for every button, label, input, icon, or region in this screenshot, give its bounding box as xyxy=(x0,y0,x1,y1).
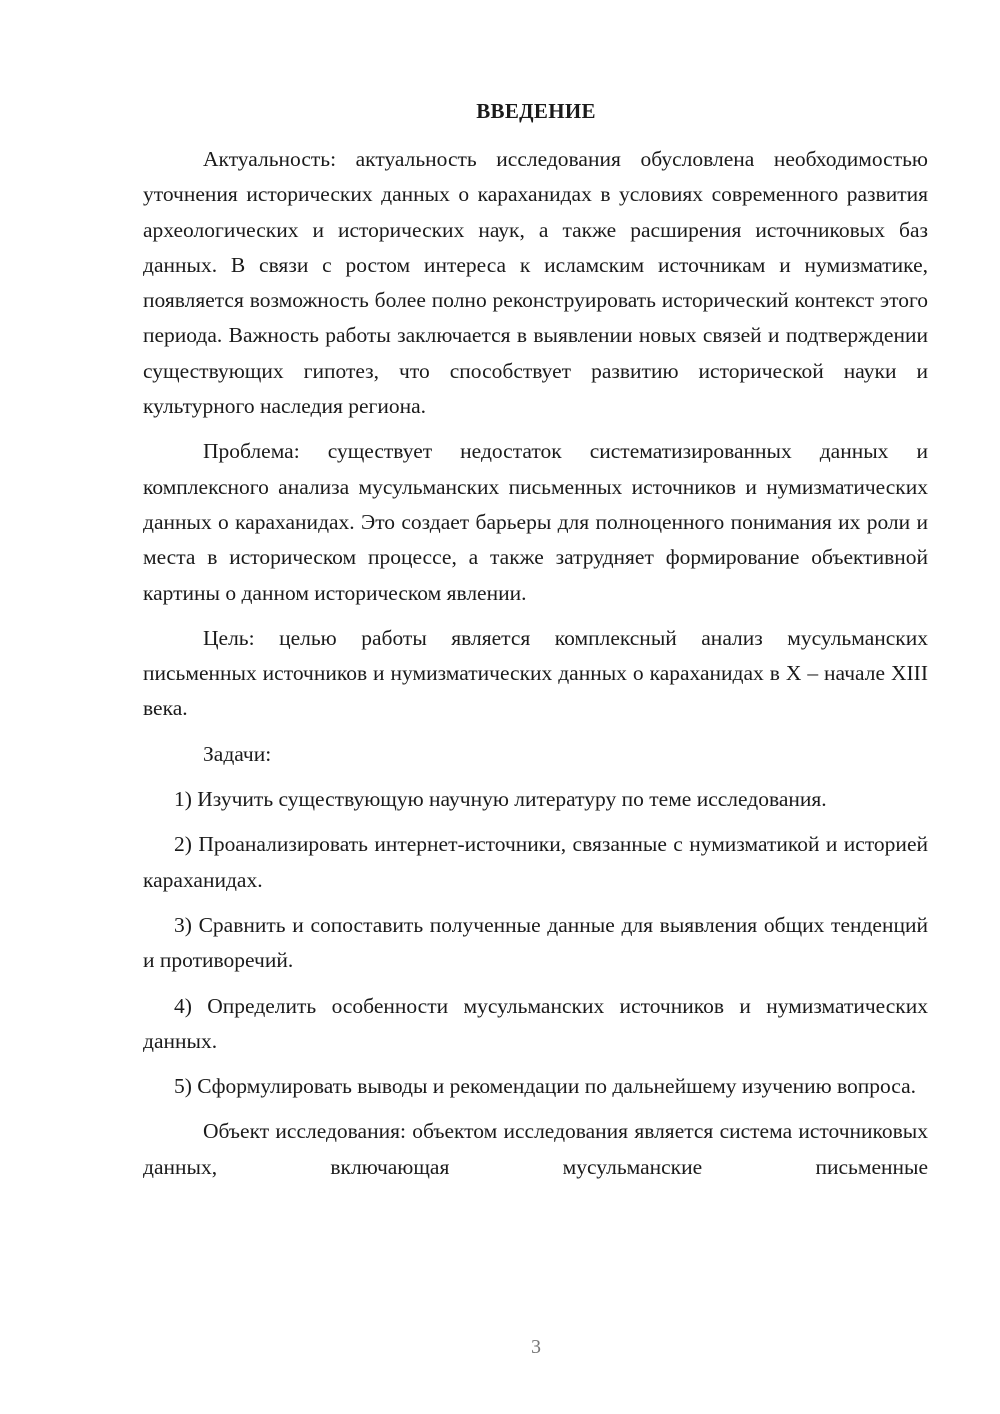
task-item-1: 1) Изучить существующую научную литературу по теме исследования. xyxy=(174,787,827,812)
section-heading: ВВЕДЕНИЕ xyxy=(476,99,596,123)
page-number: 3 xyxy=(531,1336,541,1358)
paragraph-relevance: Актуальность: актуальность исследования обусловлена необходимостью уточнения исторических данных о караханидах в условиях современного развития археологических и исторических наук, а также расширения источниковых баз данных. В связи с ростом интереса к исламским источникам и нумизматике, появляется возможность более полно реконструировать исторический контекст этого периода. Важность работы заключается в выявлении новых связей и подтверждении существующих гипотез, что способствует развитию исторической науки и культурного наследия региона. xyxy=(143,147,928,419)
paragraph-goal: Цель: целью работы является комплексный анализ мусульманских письменных источников и нумизматических данных о караханидах в X – начале XIII века. xyxy=(143,625,928,721)
task-item-2: 2) Проанализировать интернет-источники, связанные с нумизматикой и историей караханидах. xyxy=(143,832,928,892)
paragraph-object: Объект исследования: объектом исследования является система источниковых данных, включающая мусульманские письменные xyxy=(143,1119,928,1179)
body-text xyxy=(143,142,928,1185)
task-item-5: 5) Сформулировать выводы и рекомендации по дальнейшему изучению вопроса. xyxy=(174,1074,917,1099)
paragraph-tasks-heading: Задачи: xyxy=(203,741,272,766)
task-item-3: 3) Сравнить и сопоставить полученные данные для выявления общих тенденций и противоречий. xyxy=(143,912,928,973)
task-item-4: 4) Определить особенности мусульманских источников и нумизматических данных. xyxy=(143,993,928,1053)
paragraph-problem: Проблема: существует недостаток систематизированных данных и комплексного анализа мусульманских письменных источников и нумизматических данных о караханидах. Это создает барьеры для полноценного понимания их роли и места в историческом процессе, а также затрудняет формирование объективной картины о данном историческом явлении. xyxy=(143,439,928,605)
